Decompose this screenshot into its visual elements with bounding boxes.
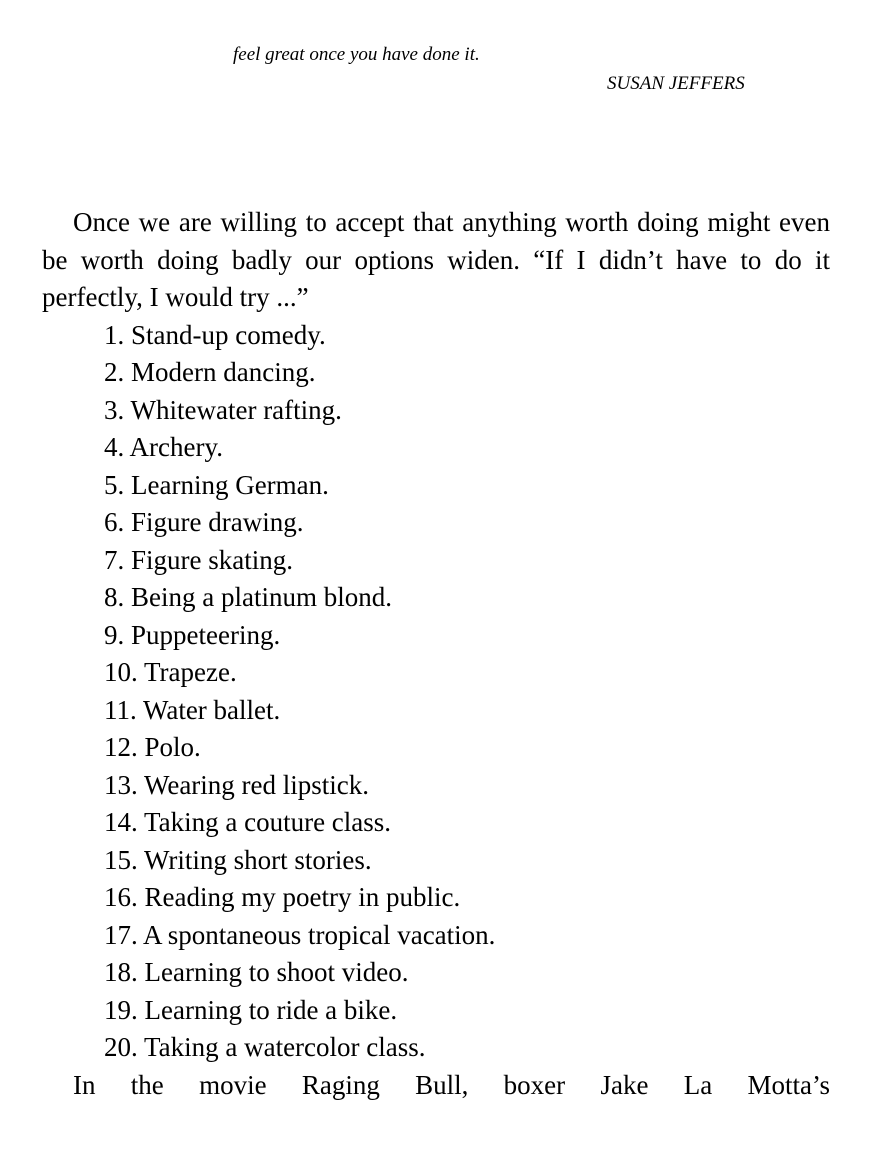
list-item: 12. Polo.: [104, 732, 201, 762]
list-item: 1. Stand-up comedy.: [104, 319, 326, 350]
activity-list: [42, 317, 830, 1067]
list-item: 15. Writing short stories.: [104, 844, 372, 875]
list-item: 19. Learning to ride a bike.: [104, 994, 398, 1025]
list-item: 20. Taking a watercolor class.: [104, 1032, 426, 1062]
list-item: 17. A spontaneous tropical vacation.: [104, 919, 496, 950]
list-item: 3. Whitewater rafting.: [104, 394, 342, 425]
list-item: 9. Puppeteering.: [104, 619, 281, 650]
list-item: 14. Taking a couture class.: [104, 807, 392, 837]
epigraph-text: feel great once you have done it.: [233, 44, 480, 65]
list-item: 2. Modern dancing.: [104, 357, 316, 387]
list-item: 10. Trapeze.: [104, 657, 237, 687]
paragraph: In the movie Raging Bull, boxer Jake La Motta’s: [73, 1069, 830, 1100]
list-item: 6. Figure drawing.: [104, 507, 304, 537]
list-item: 11. Water ballet.: [104, 694, 281, 725]
list-item: 7. Figure skating.: [104, 544, 293, 575]
paragraph: Once we are willing to accept that anything worth doing might even be worth doing badly our options widen. “If I didn’t have to do it perfectly, I would try ...”: [42, 207, 830, 312]
list-item: 5. Learning German.: [104, 469, 329, 500]
list-item: 8. Being a platinum blond.: [104, 582, 392, 612]
list-item: 13. Wearing red lipstick.: [104, 769, 370, 800]
list-item: 16. Reading my poetry in public.: [104, 882, 461, 912]
list-item: 18. Learning to shoot video.: [104, 957, 409, 987]
page-body: [42, 204, 830, 1104]
epigraph-author: SUSAN JEFFERS: [607, 73, 745, 94]
list-item: 4. Archery.: [104, 432, 223, 462]
